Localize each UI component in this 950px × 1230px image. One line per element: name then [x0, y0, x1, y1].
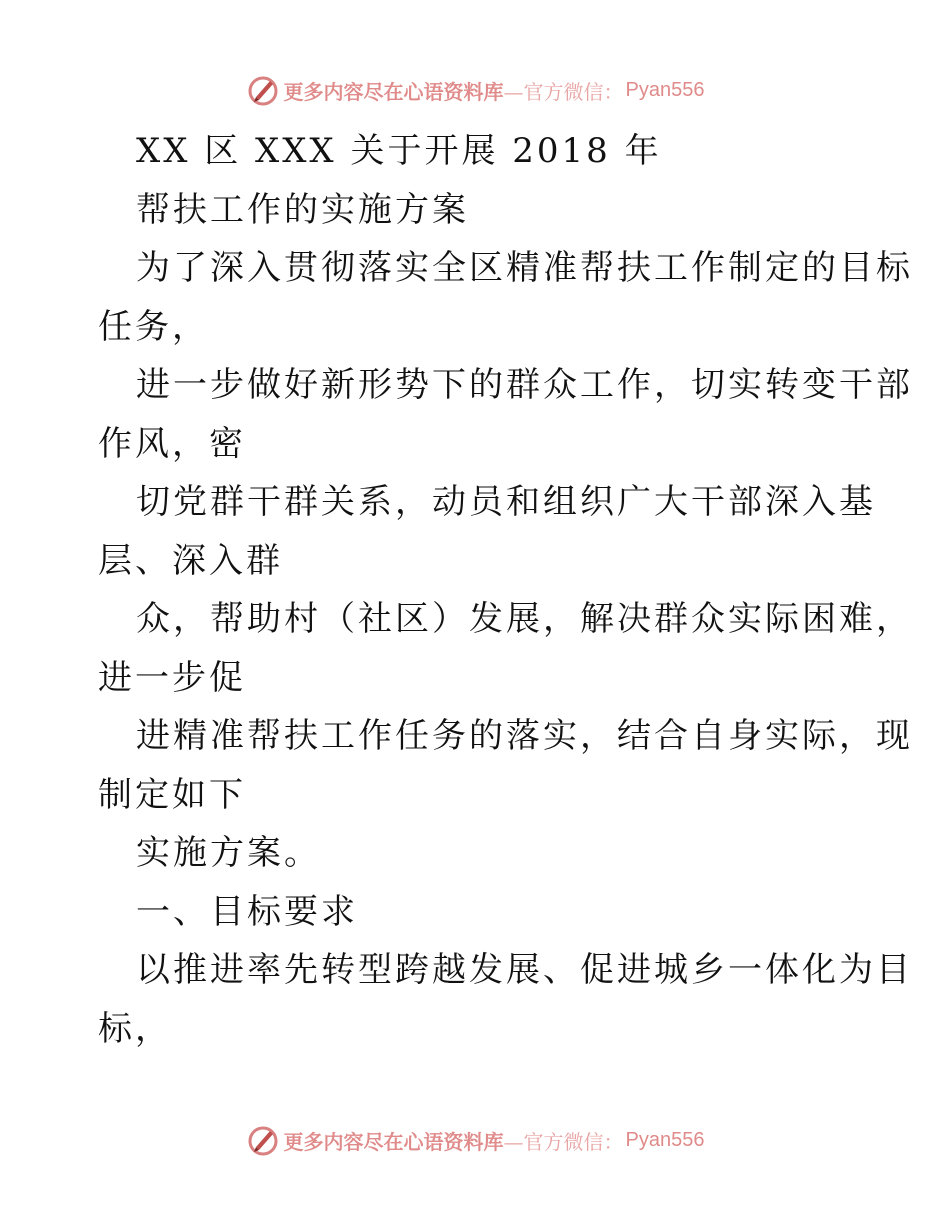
- document-line: 切党群干群关系，动员和组织广大干部深入基: [136, 482, 876, 522]
- watermark-separator-text: —官方微信：: [503, 1129, 624, 1154]
- watermark-banner-bottom: [0, 1120, 950, 1160]
- document-line: 实施方案。: [136, 833, 321, 873]
- document-line: 进精准帮扶工作任务的落实，结合自身实际，现: [136, 716, 913, 756]
- document-line: 众，帮助村（社区）发展，解决群众实际困难，: [136, 599, 913, 639]
- document-line: 作风，密: [98, 423, 246, 464]
- pen-logo-icon: [246, 1123, 280, 1157]
- document-line: 一、目标要求: [136, 891, 358, 932]
- document-line: 为了深入贯彻落实全区精准帮扶工作制定的目标: [136, 248, 913, 288]
- watermark-separator-text: —官方微信：: [503, 79, 624, 104]
- document-line: 进一步促: [98, 657, 246, 698]
- watermark-site-text: 更多内容尽在心语资料库: [283, 1129, 504, 1154]
- document-line: 以推进率先转型跨越发展、促进城乡一体化为目: [136, 950, 913, 990]
- document-line: 层、深入群: [98, 540, 283, 581]
- document-line: XX 区 XXX 关于开展 2018 年: [136, 131, 662, 171]
- watermark-banner-top: [0, 70, 950, 110]
- document-line: 制定如下: [98, 774, 246, 815]
- document-body: [98, 122, 913, 1058]
- document-line: 标，: [98, 1008, 172, 1049]
- document-line: 任务，: [98, 306, 209, 347]
- watermark-contact-text: Pyan556: [625, 78, 705, 101]
- document-line: 帮扶工作的实施方案: [136, 189, 469, 230]
- watermark-contact-text: Pyan556: [625, 1128, 705, 1151]
- document-line: 进一步做好新形势下的群众工作，切实转变干部: [136, 365, 913, 405]
- watermark-site-text: 更多内容尽在心语资料库: [283, 79, 504, 104]
- pen-logo-icon: [246, 73, 280, 107]
